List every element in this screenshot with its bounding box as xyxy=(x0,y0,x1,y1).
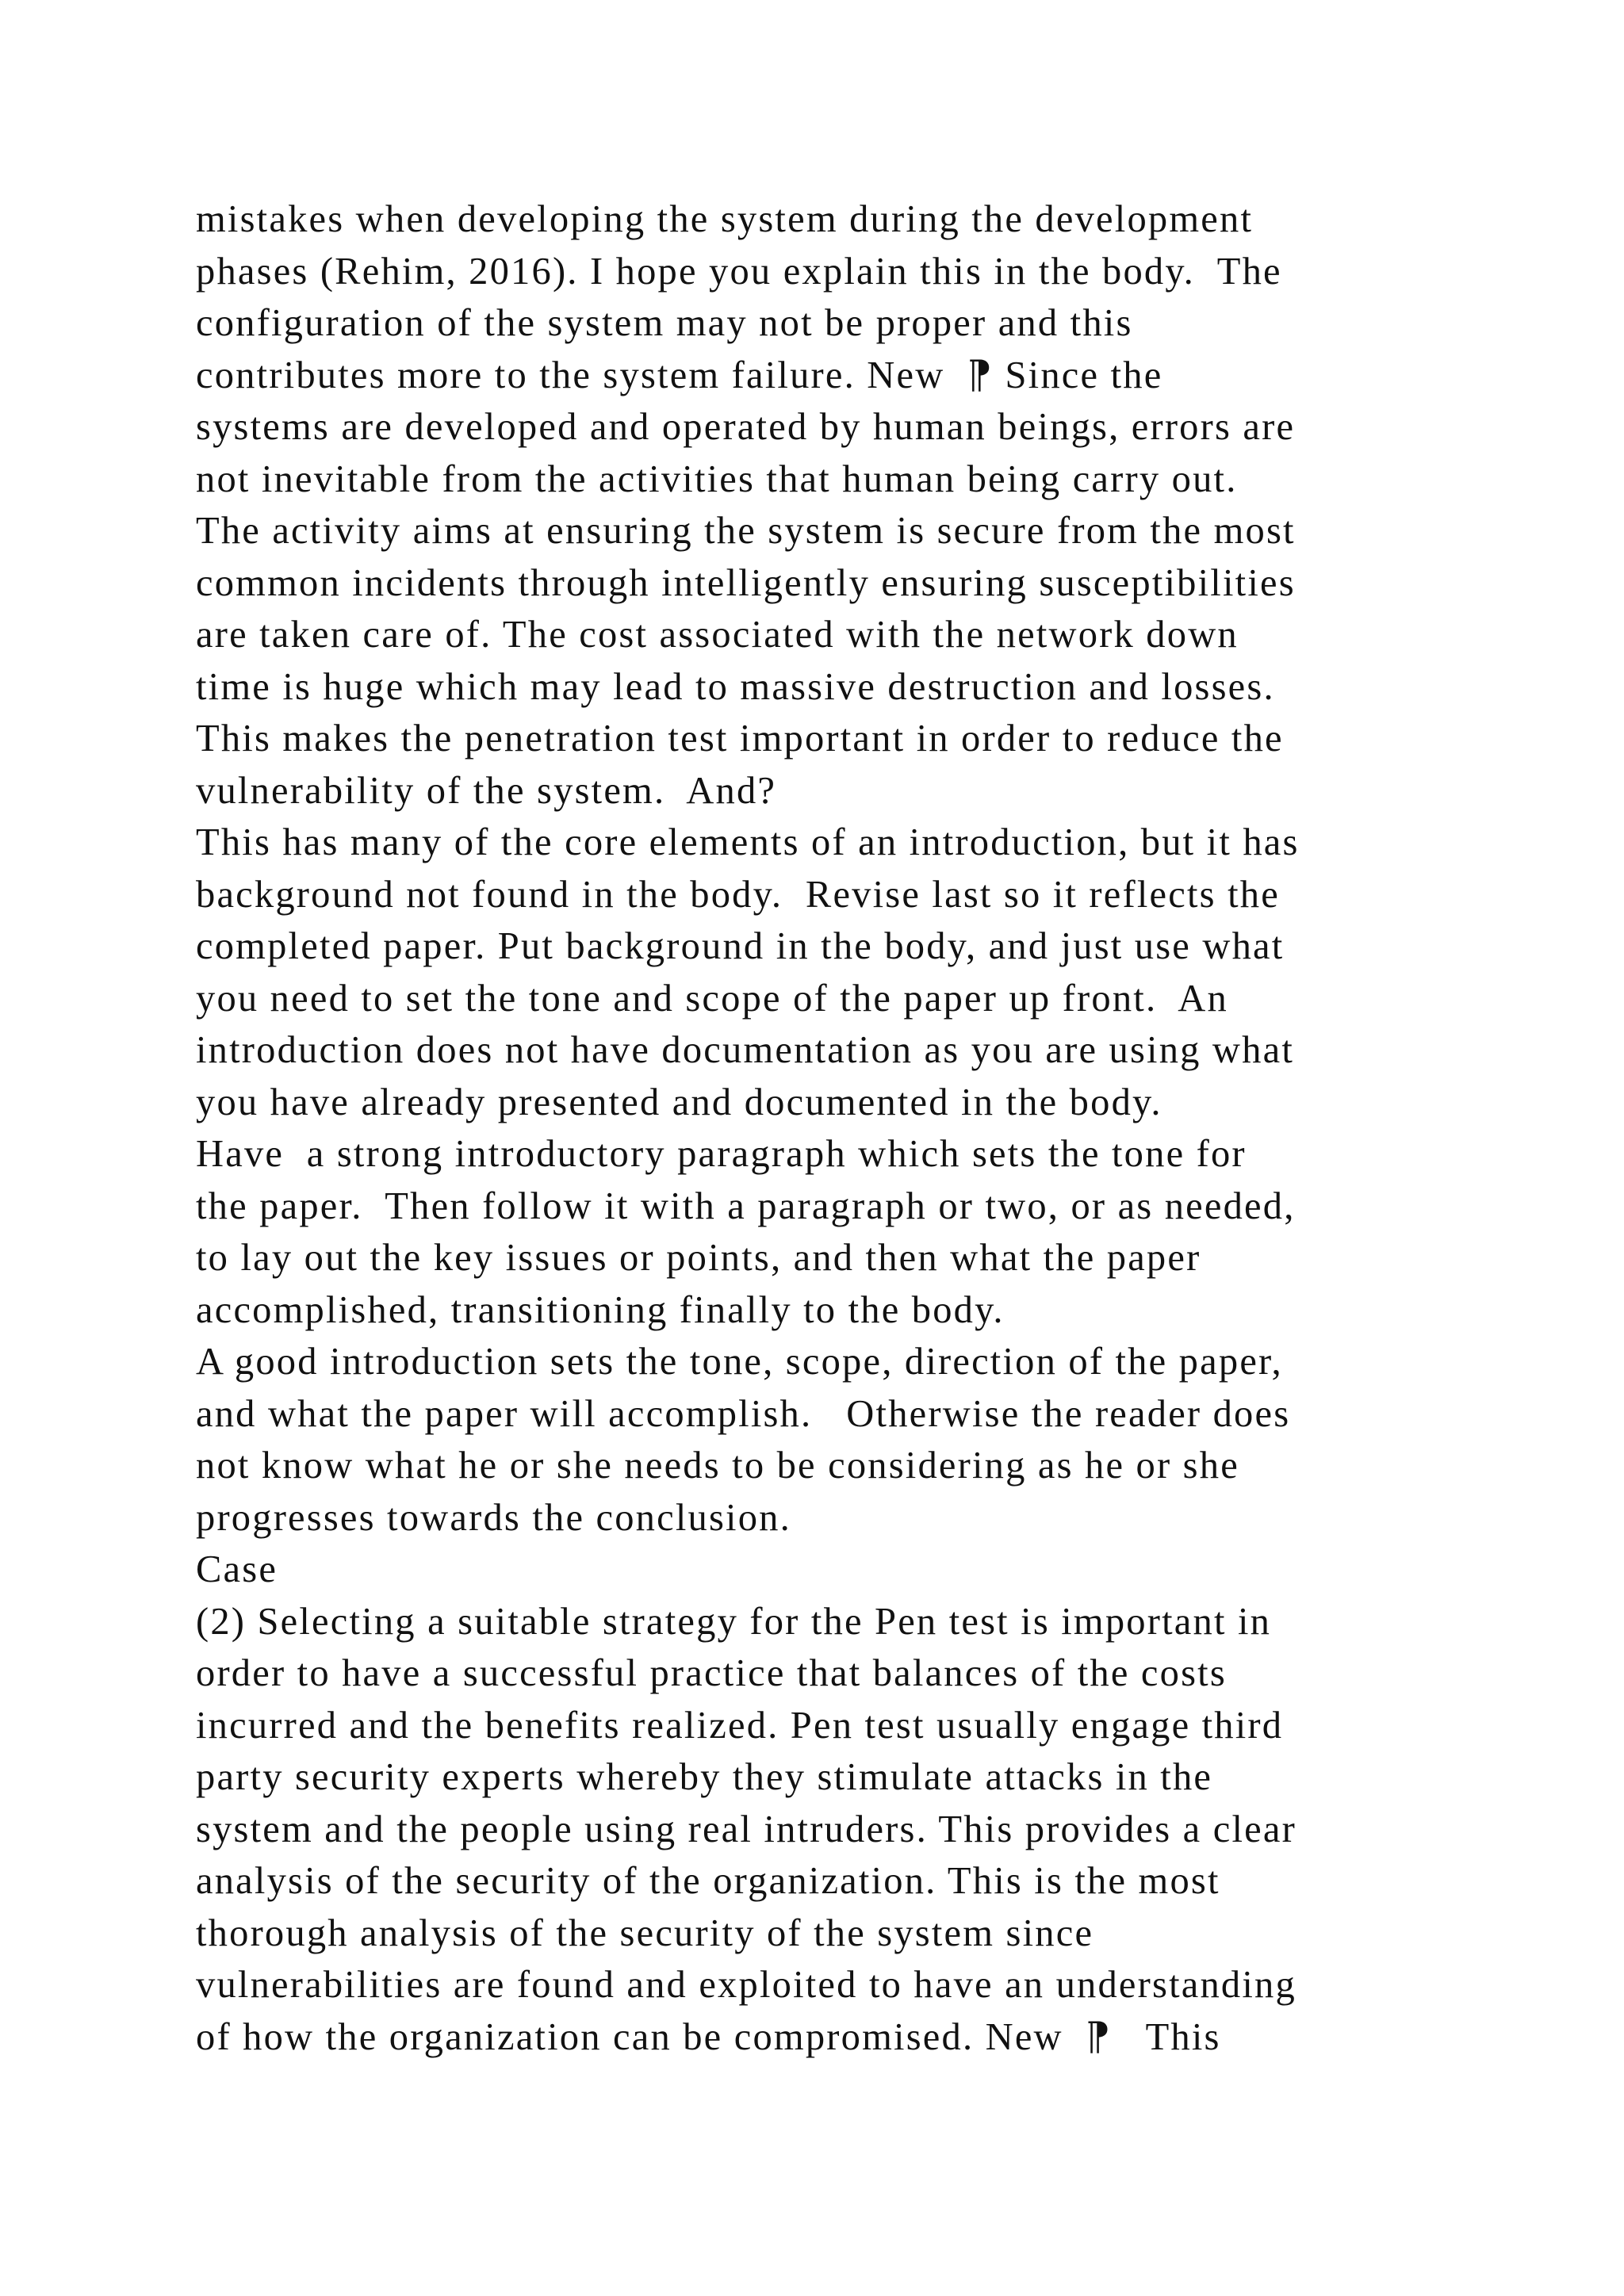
text-line: system and the people using real intruders. This provides a clear xyxy=(196,1808,1297,1850)
text-line: contributes more to the system failure. New ⁋ Since the xyxy=(196,354,1163,396)
text-line: completed paper. Put background in the body, and just use what xyxy=(196,925,1285,967)
text-line: and what the paper will accomplish. Otherwise the reader does xyxy=(196,1392,1291,1435)
text-line: vulnerability of the system. And? xyxy=(196,769,777,812)
text-line: introduction does not have documentation as you are using what xyxy=(196,1029,1294,1071)
text-line: A good introduction sets the tone, scope, direction of the paper, xyxy=(196,1341,1283,1383)
text-line: common incidents through intelligently ensuring susceptibilities xyxy=(196,561,1296,604)
text-line: you have already presented and documented in the body. xyxy=(196,1081,1162,1123)
document-body-text xyxy=(196,193,1480,2063)
text-line: not know what he or she needs to be considering as he or she xyxy=(196,1445,1239,1487)
text-line: systems are developed and operated by human beings, errors are xyxy=(196,406,1296,448)
text-line: Have a strong introductory paragraph which sets the tone for xyxy=(196,1133,1247,1175)
text-line: party security experts whereby they stimulate attacks in the xyxy=(196,1756,1213,1798)
text-line: incurred and the benefits realized. Pen test usually engage third xyxy=(196,1704,1284,1747)
text-line: (2) Selecting a suitable strategy for the Pen test is important in xyxy=(196,1600,1272,1643)
text-line: analysis of the security of the organization. This is the most xyxy=(196,1860,1220,1902)
text-line: order to have a successful practice that balances of the costs xyxy=(196,1652,1227,1694)
text-line: configuration of the system may not be proper and this xyxy=(196,302,1133,344)
text-line: The activity aims at ensuring the system is secure from the most xyxy=(196,510,1296,552)
text-line: vulnerabilities are found and exploited to have an understanding xyxy=(196,1964,1297,2006)
text-line: you need to set the tone and scope of the paper up front. An xyxy=(196,977,1228,1020)
text-line: time is huge which may lead to massive destruction and losses. xyxy=(196,665,1275,708)
text-line: progresses towards the conclusion. xyxy=(196,1496,791,1539)
text-line: not inevitable from the activities that human being carry out. xyxy=(196,457,1238,500)
text-line: mistakes when developing the system during the development xyxy=(196,198,1254,240)
text-line: to lay out the key issues or points, and then what the paper xyxy=(196,1237,1201,1279)
text-line: accomplished, transitioning finally to the body. xyxy=(196,1288,1005,1331)
text-line: of how the organization can be compromised. New ⁋ This xyxy=(196,2015,1221,2058)
text-line: thorough analysis of the security of the system since xyxy=(196,1911,1094,1954)
text-line: phases (Rehim, 2016). I hope you explain this in the body. The xyxy=(196,250,1282,293)
text-line: the paper. Then follow it with a paragraph or two, or as needed, xyxy=(196,1184,1296,1227)
text-line: are taken care of. The cost associated with the network down xyxy=(196,614,1239,656)
section-heading: Case xyxy=(196,1548,278,1590)
text-line: This has many of the core elements of an introduction, but it has xyxy=(196,821,1300,863)
text-line: This makes the penetration test important in order to reduce the xyxy=(196,718,1284,760)
text-line: background not found in the body. Revise last so it reflects the xyxy=(196,873,1280,916)
